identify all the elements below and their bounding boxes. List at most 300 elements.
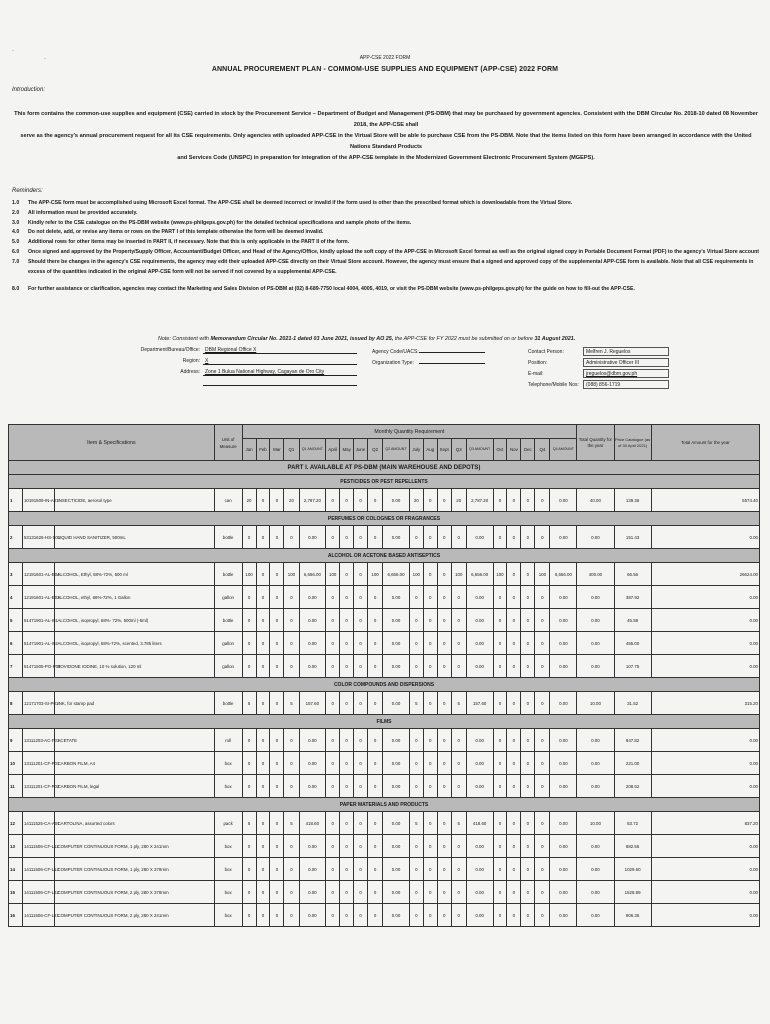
quantity-cell[interactable]: 0.00 [383, 632, 410, 655]
quantity-cell[interactable]: 0 [423, 812, 437, 835]
quantity-cell[interactable]: 0 [535, 692, 550, 715]
quantity-cell[interactable]: 5 [284, 692, 299, 715]
quantity-cell[interactable]: 20 [284, 489, 299, 512]
quantity-cell[interactable]: 0 [507, 655, 521, 678]
quantity-cell[interactable]: 0.00 [299, 729, 326, 752]
quantity-cell[interactable]: 0 [354, 752, 368, 775]
quantity-cell[interactable]: 0.00 [550, 489, 577, 512]
quantity-cell[interactable]: 0 [423, 489, 437, 512]
quantity-cell[interactable]: 0 [521, 609, 535, 632]
quantity-cell[interactable]: 0 [493, 632, 507, 655]
quantity-cell[interactable]: 0 [368, 858, 383, 881]
quantity-cell[interactable]: 0.00 [550, 752, 577, 775]
quantity-cell[interactable]: 0.00 [299, 752, 326, 775]
quantity-cell[interactable]: 0.00 [466, 586, 493, 609]
quantity-cell[interactable]: 0 [437, 812, 451, 835]
quantity-cell[interactable]: 0 [521, 692, 535, 715]
quantity-cell[interactable]: 0 [326, 881, 340, 904]
quantity-cell[interactable]: 0 [242, 858, 256, 881]
quantity-cell[interactable]: 0 [493, 858, 507, 881]
quantity-cell[interactable]: 0 [423, 729, 437, 752]
quantity-cell[interactable]: 0.00 [466, 904, 493, 927]
quantity-cell[interactable]: 0 [409, 526, 423, 549]
quantity-cell[interactable]: 0 [284, 526, 299, 549]
quantity-cell[interactable]: 0 [256, 655, 270, 678]
quantity-cell[interactable]: 0 [423, 563, 437, 586]
quantity-cell[interactable]: 100 [368, 563, 383, 586]
quantity-cell[interactable]: 0 [493, 881, 507, 904]
address-input[interactable]: Zone 1 Bulua National Highway, Cagayan de Oro City [203, 369, 357, 376]
quantity-cell[interactable]: 0 [535, 752, 550, 775]
quantity-cell[interactable]: 0 [270, 835, 284, 858]
quantity-cell[interactable]: 20 [451, 489, 466, 512]
quantity-cell[interactable]: 0 [340, 692, 354, 715]
quantity-cell[interactable]: 0 [493, 835, 507, 858]
email-input[interactable]: jreguelos@dbm.gov.ph [583, 369, 669, 378]
quantity-cell[interactable]: 0 [242, 609, 256, 632]
quantity-cell[interactable]: 0 [340, 655, 354, 678]
quantity-cell[interactable]: 0.00 [383, 586, 410, 609]
quantity-cell[interactable]: 0 [242, 729, 256, 752]
quantity-cell[interactable]: 0 [284, 881, 299, 904]
quantity-cell[interactable]: 0 [535, 881, 550, 904]
quantity-cell[interactable]: 0 [368, 881, 383, 904]
quantity-cell[interactable]: 0 [284, 632, 299, 655]
quantity-cell[interactable]: 0.00 [383, 881, 410, 904]
quantity-cell[interactable]: 0 [451, 752, 466, 775]
quantity-cell[interactable]: 0 [368, 655, 383, 678]
quantity-cell[interactable]: 0 [270, 904, 284, 927]
quantity-cell[interactable]: 0 [284, 904, 299, 927]
quantity-cell[interactable]: 100 [451, 563, 466, 586]
quantity-cell[interactable]: 0 [368, 752, 383, 775]
quantity-cell[interactable]: 0 [493, 692, 507, 715]
quantity-cell[interactable]: 20 [409, 489, 423, 512]
quantity-cell[interactable]: 0 [284, 729, 299, 752]
quantity-cell[interactable]: 0 [451, 904, 466, 927]
quantity-cell[interactable]: 0.00 [550, 729, 577, 752]
quantity-cell[interactable]: 0 [521, 835, 535, 858]
quantity-cell[interactable]: 0 [354, 563, 368, 586]
quantity-cell[interactable]: 100 [326, 563, 340, 586]
quantity-cell[interactable]: 0 [242, 775, 256, 798]
quantity-cell[interactable]: 0 [270, 632, 284, 655]
quantity-cell[interactable]: 0.00 [550, 775, 577, 798]
quantity-cell[interactable]: 0 [493, 655, 507, 678]
quantity-cell[interactable]: 0 [354, 526, 368, 549]
quantity-cell[interactable]: 0.00 [550, 858, 577, 881]
quantity-cell[interactable]: 0 [242, 632, 256, 655]
quantity-cell[interactable]: 0.00 [550, 526, 577, 549]
quantity-cell[interactable]: 0 [437, 835, 451, 858]
quantity-cell[interactable]: 0 [284, 586, 299, 609]
quantity-cell[interactable]: 0 [270, 609, 284, 632]
quantity-cell[interactable]: 0 [340, 904, 354, 927]
quantity-cell[interactable]: 0 [507, 692, 521, 715]
quantity-cell[interactable]: 0 [340, 835, 354, 858]
quantity-cell[interactable]: 0 [409, 586, 423, 609]
quantity-cell[interactable]: 0 [256, 881, 270, 904]
quantity-cell[interactable]: 5 [451, 692, 466, 715]
quantity-cell[interactable]: 0 [340, 729, 354, 752]
quantity-cell[interactable]: 0 [493, 812, 507, 835]
quantity-cell[interactable]: 0 [270, 775, 284, 798]
quantity-cell[interactable]: 6,656.00 [299, 563, 326, 586]
quantity-cell[interactable]: 157.60 [299, 692, 326, 715]
quantity-cell[interactable]: 0 [507, 586, 521, 609]
quantity-cell[interactable]: 0.00 [466, 881, 493, 904]
quantity-cell[interactable]: 0 [423, 586, 437, 609]
quantity-cell[interactable]: 0.00 [299, 881, 326, 904]
quantity-cell[interactable]: 0 [409, 775, 423, 798]
quantity-cell[interactable]: 0 [423, 904, 437, 927]
quantity-cell[interactable]: 0.00 [550, 812, 577, 835]
quantity-cell[interactable]: 0 [284, 775, 299, 798]
quantity-cell[interactable]: 0 [493, 586, 507, 609]
quantity-cell[interactable]: 0 [326, 752, 340, 775]
quantity-cell[interactable]: 0 [493, 775, 507, 798]
quantity-cell[interactable]: 0.00 [466, 752, 493, 775]
quantity-cell[interactable]: 0 [270, 586, 284, 609]
quantity-cell[interactable]: 0 [521, 858, 535, 881]
quantity-cell[interactable]: 0 [507, 632, 521, 655]
quantity-cell[interactable]: 0 [437, 632, 451, 655]
quantity-cell[interactable]: 0 [451, 835, 466, 858]
quantity-cell[interactable]: 0 [354, 586, 368, 609]
quantity-cell[interactable]: 0 [507, 904, 521, 927]
quantity-cell[interactable]: 0.00 [299, 655, 326, 678]
quantity-cell[interactable]: 0 [326, 632, 340, 655]
quantity-cell[interactable]: 0 [493, 752, 507, 775]
quantity-cell[interactable]: 0 [493, 609, 507, 632]
quantity-cell[interactable]: 0 [521, 881, 535, 904]
quantity-cell[interactable]: 0 [437, 489, 451, 512]
quantity-cell[interactable]: 0 [270, 729, 284, 752]
quantity-cell[interactable]: 0 [423, 858, 437, 881]
quantity-cell[interactable]: 0 [242, 526, 256, 549]
quantity-cell[interactable]: 0 [493, 489, 507, 512]
quantity-cell[interactable]: 0 [521, 775, 535, 798]
quantity-cell[interactable]: 157.60 [466, 692, 493, 715]
quantity-cell[interactable]: 0 [340, 586, 354, 609]
quantity-cell[interactable]: 0 [340, 609, 354, 632]
quantity-cell[interactable]: 0 [423, 881, 437, 904]
quantity-cell[interactable]: 5 [242, 692, 256, 715]
quantity-cell[interactable]: 6,656.00 [466, 563, 493, 586]
quantity-cell[interactable]: 0 [423, 752, 437, 775]
quantity-cell[interactable]: 100 [284, 563, 299, 586]
quantity-cell[interactable]: 0.00 [383, 835, 410, 858]
quantity-cell[interactable]: 0 [535, 586, 550, 609]
quantity-cell[interactable]: 0 [409, 729, 423, 752]
quantity-cell[interactable]: 5 [284, 812, 299, 835]
quantity-cell[interactable]: 0 [409, 632, 423, 655]
quantity-cell[interactable]: 0 [256, 609, 270, 632]
quantity-cell[interactable]: 0 [451, 858, 466, 881]
quantity-cell[interactable]: 0 [284, 752, 299, 775]
quantity-cell[interactable]: 100 [242, 563, 256, 586]
quantity-cell[interactable]: 0 [340, 752, 354, 775]
quantity-cell[interactable]: 0 [409, 904, 423, 927]
quantity-cell[interactable]: 0.00 [466, 858, 493, 881]
quantity-cell[interactable]: 0 [326, 904, 340, 927]
quantity-cell[interactable]: 0 [535, 812, 550, 835]
quantity-cell[interactable]: 0 [326, 729, 340, 752]
quantity-cell[interactable]: 0 [256, 526, 270, 549]
quantity-cell[interactable]: 0 [256, 775, 270, 798]
quantity-cell[interactable]: 6,656.00 [383, 563, 410, 586]
quantity-cell[interactable]: 0 [507, 858, 521, 881]
quantity-cell[interactable]: 0 [368, 489, 383, 512]
quantity-cell[interactable]: 0 [521, 632, 535, 655]
quantity-cell[interactable]: 0 [451, 632, 466, 655]
quantity-cell[interactable]: 0 [368, 692, 383, 715]
quantity-cell[interactable]: 0 [256, 752, 270, 775]
quantity-cell[interactable]: 0 [409, 835, 423, 858]
quantity-cell[interactable]: 0 [409, 655, 423, 678]
quantity-cell[interactable]: 0 [340, 812, 354, 835]
quantity-cell[interactable]: 0 [326, 609, 340, 632]
quantity-cell[interactable]: 0.00 [383, 904, 410, 927]
quantity-cell[interactable]: 0 [521, 655, 535, 678]
quantity-cell[interactable]: 0 [521, 526, 535, 549]
quantity-cell[interactable]: 0.00 [299, 858, 326, 881]
quantity-cell[interactable]: 0 [354, 489, 368, 512]
quantity-cell[interactable]: 0 [270, 752, 284, 775]
quantity-cell[interactable]: 0.00 [466, 526, 493, 549]
quantity-cell[interactable]: 0 [326, 586, 340, 609]
quantity-cell[interactable]: 0 [437, 752, 451, 775]
quantity-cell[interactable]: 0 [423, 632, 437, 655]
quantity-cell[interactable]: 2,787.20 [466, 489, 493, 512]
quantity-cell[interactable]: 0 [437, 881, 451, 904]
agency-code-input[interactable] [419, 347, 485, 353]
quantity-cell[interactable]: 5 [409, 692, 423, 715]
quantity-cell[interactable]: 0 [521, 586, 535, 609]
dept-input[interactable]: DBM Regional Office X [203, 347, 357, 354]
quantity-cell[interactable]: 0 [256, 692, 270, 715]
quantity-cell[interactable]: 0 [256, 632, 270, 655]
quantity-cell[interactable]: 0 [270, 489, 284, 512]
quantity-cell[interactable]: 0 [354, 692, 368, 715]
tel-input[interactable]: (088) 856-1719 [583, 380, 669, 389]
quantity-cell[interactable]: 0.00 [383, 729, 410, 752]
quantity-cell[interactable]: 0 [521, 904, 535, 927]
quantity-cell[interactable]: 0 [340, 775, 354, 798]
quantity-cell[interactable]: 0 [354, 609, 368, 632]
quantity-cell[interactable]: 0 [493, 729, 507, 752]
quantity-cell[interactable]: 0 [507, 752, 521, 775]
quantity-cell[interactable]: 0 [451, 586, 466, 609]
quantity-cell[interactable]: 0 [423, 692, 437, 715]
quantity-cell[interactable]: 0 [507, 775, 521, 798]
quantity-cell[interactable]: 0 [270, 858, 284, 881]
quantity-cell[interactable]: 0 [340, 563, 354, 586]
quantity-cell[interactable]: 0 [270, 812, 284, 835]
quantity-cell[interactable]: 0 [451, 881, 466, 904]
quantity-cell[interactable]: 0 [409, 609, 423, 632]
quantity-cell[interactable]: 0.00 [466, 835, 493, 858]
quantity-cell[interactable]: 0 [535, 858, 550, 881]
quantity-cell[interactable]: 20 [242, 489, 256, 512]
quantity-cell[interactable]: 0.00 [466, 632, 493, 655]
quantity-cell[interactable]: 0 [368, 835, 383, 858]
quantity-cell[interactable]: 0 [507, 812, 521, 835]
quantity-cell[interactable]: 0 [423, 835, 437, 858]
quantity-cell[interactable]: 0 [507, 881, 521, 904]
quantity-cell[interactable]: 0.00 [466, 655, 493, 678]
quantity-cell[interactable]: 0.00 [299, 526, 326, 549]
quantity-cell[interactable]: 0 [354, 835, 368, 858]
quantity-cell[interactable]: 0.00 [299, 586, 326, 609]
quantity-cell[interactable]: 0 [242, 835, 256, 858]
quantity-cell[interactable]: 0 [242, 752, 256, 775]
quantity-cell[interactable]: 0 [242, 655, 256, 678]
quantity-cell[interactable]: 0 [284, 858, 299, 881]
quantity-cell[interactable]: 0 [256, 835, 270, 858]
quantity-cell[interactable]: 0 [284, 609, 299, 632]
quantity-cell[interactable]: 0 [451, 775, 466, 798]
quantity-cell[interactable]: 0 [535, 835, 550, 858]
quantity-cell[interactable]: 0 [256, 586, 270, 609]
quantity-cell[interactable]: 0 [368, 729, 383, 752]
quantity-cell[interactable]: 5 [242, 812, 256, 835]
quantity-cell[interactable]: 0 [535, 489, 550, 512]
quantity-cell[interactable]: 0 [437, 563, 451, 586]
quantity-cell[interactable]: 100 [409, 563, 423, 586]
quantity-cell[interactable]: 0.00 [383, 489, 410, 512]
quantity-cell[interactable]: 5 [409, 812, 423, 835]
quantity-cell[interactable]: 0 [451, 655, 466, 678]
quantity-cell[interactable]: 100 [535, 563, 550, 586]
quantity-cell[interactable]: 0 [437, 526, 451, 549]
region-input[interactable]: X [203, 358, 357, 365]
quantity-cell[interactable]: 0 [451, 609, 466, 632]
quantity-cell[interactable]: 0 [451, 526, 466, 549]
quantity-cell[interactable]: 0 [409, 881, 423, 904]
quantity-cell[interactable]: 0.00 [299, 904, 326, 927]
quantity-cell[interactable]: 0 [270, 655, 284, 678]
quantity-cell[interactable]: 0.00 [383, 526, 410, 549]
quantity-cell[interactable]: 0.00 [550, 835, 577, 858]
quantity-cell[interactable]: 5 [451, 812, 466, 835]
quantity-cell[interactable]: 0.00 [383, 775, 410, 798]
quantity-cell[interactable]: 0.00 [383, 858, 410, 881]
quantity-cell[interactable]: 0 [493, 526, 507, 549]
quantity-cell[interactable]: 0 [507, 835, 521, 858]
quantity-cell[interactable]: 0 [521, 729, 535, 752]
quantity-cell[interactable]: 0 [326, 775, 340, 798]
quantity-cell[interactable]: 0 [423, 775, 437, 798]
quantity-cell[interactable]: 0.00 [299, 775, 326, 798]
quantity-cell[interactable]: 0 [368, 775, 383, 798]
quantity-cell[interactable]: 0 [409, 752, 423, 775]
quantity-cell[interactable]: 100 [493, 563, 507, 586]
quantity-cell[interactable]: 0 [242, 881, 256, 904]
quantity-cell[interactable]: 0.00 [466, 609, 493, 632]
quantity-cell[interactable]: 0 [368, 609, 383, 632]
quantity-cell[interactable]: 0 [340, 881, 354, 904]
quantity-cell[interactable]: 0 [368, 526, 383, 549]
quantity-cell[interactable]: 0 [256, 904, 270, 927]
quantity-cell[interactable]: 0 [507, 489, 521, 512]
quantity-cell[interactable]: 0 [326, 858, 340, 881]
quantity-cell[interactable]: 0 [535, 526, 550, 549]
quantity-cell[interactable]: 0 [270, 563, 284, 586]
quantity-cell[interactable]: 0 [256, 858, 270, 881]
quantity-cell[interactable]: 0 [437, 775, 451, 798]
quantity-cell[interactable]: 0 [535, 904, 550, 927]
quantity-cell[interactable]: 0 [340, 526, 354, 549]
quantity-cell[interactable]: 0 [409, 858, 423, 881]
quantity-cell[interactable]: 0 [340, 858, 354, 881]
quantity-cell[interactable]: 0.00 [550, 881, 577, 904]
quantity-cell[interactable]: 0.00 [383, 692, 410, 715]
quantity-cell[interactable]: 0 [368, 812, 383, 835]
quantity-cell[interactable]: 0 [340, 489, 354, 512]
quantity-cell[interactable]: 0 [340, 632, 354, 655]
quantity-cell[interactable]: 0 [437, 655, 451, 678]
quantity-cell[interactable]: 0 [507, 729, 521, 752]
quantity-cell[interactable]: 0 [354, 858, 368, 881]
quantity-cell[interactable]: 0.00 [550, 586, 577, 609]
quantity-cell[interactable]: 0 [437, 692, 451, 715]
quantity-cell[interactable]: 0 [521, 752, 535, 775]
quantity-cell[interactable]: 0 [493, 904, 507, 927]
quantity-cell[interactable]: 0.00 [550, 904, 577, 927]
quantity-cell[interactable]: 0 [354, 655, 368, 678]
quantity-cell[interactable]: 0 [437, 904, 451, 927]
quantity-cell[interactable]: 0 [326, 835, 340, 858]
quantity-cell[interactable]: 0 [354, 904, 368, 927]
quantity-cell[interactable]: 0.00 [550, 609, 577, 632]
quantity-cell[interactable]: 0.00 [550, 692, 577, 715]
quantity-cell[interactable]: 0 [284, 655, 299, 678]
quantity-cell[interactable]: 0 [354, 775, 368, 798]
quantity-cell[interactable]: 0.00 [383, 655, 410, 678]
quantity-cell[interactable]: 0.00 [383, 752, 410, 775]
quantity-cell[interactable]: 0 [521, 563, 535, 586]
quantity-cell[interactable]: 0 [368, 632, 383, 655]
quantity-cell[interactable]: 0 [326, 526, 340, 549]
quantity-cell[interactable]: 0.00 [550, 655, 577, 678]
quantity-cell[interactable]: 0 [256, 563, 270, 586]
quantity-cell[interactable]: 0 [354, 812, 368, 835]
quantity-cell[interactable]: 418.60 [466, 812, 493, 835]
quantity-cell[interactable]: 0.00 [383, 812, 410, 835]
quantity-cell[interactable]: 0.00 [299, 609, 326, 632]
quantity-cell[interactable]: 0.00 [299, 632, 326, 655]
quantity-cell[interactable]: 0 [521, 489, 535, 512]
quantity-cell[interactable]: 0 [507, 526, 521, 549]
quantity-cell[interactable]: 0 [535, 609, 550, 632]
quantity-cell[interactable]: 0 [423, 609, 437, 632]
quantity-cell[interactable]: 0 [437, 586, 451, 609]
quantity-cell[interactable]: 0 [326, 692, 340, 715]
quantity-cell[interactable]: 2,787.20 [299, 489, 326, 512]
quantity-cell[interactable]: 0.00 [299, 835, 326, 858]
quantity-cell[interactable]: 0 [507, 563, 521, 586]
quantity-cell[interactable]: 0 [437, 609, 451, 632]
quantity-cell[interactable]: 0 [423, 526, 437, 549]
quantity-cell[interactable]: 0 [368, 586, 383, 609]
quantity-cell[interactable]: 0 [423, 655, 437, 678]
quantity-cell[interactable]: 0 [326, 812, 340, 835]
quantity-cell[interactable]: 0 [451, 729, 466, 752]
quantity-cell[interactable]: 0.00 [550, 632, 577, 655]
quantity-cell[interactable]: 0 [354, 881, 368, 904]
quantity-cell[interactable]: 0 [256, 812, 270, 835]
